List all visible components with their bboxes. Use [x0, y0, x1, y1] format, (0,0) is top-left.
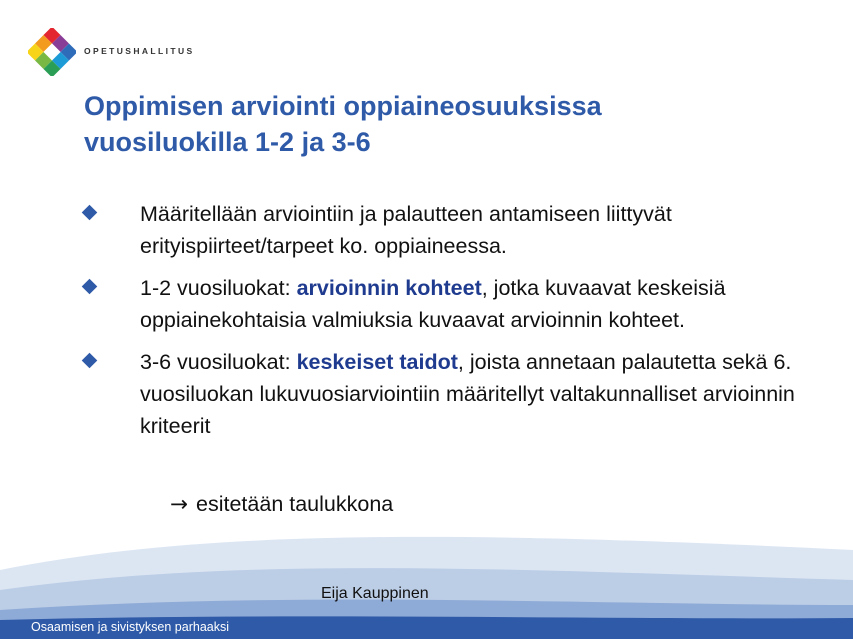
bullet-emphasis: keskeiset taidot [296, 350, 458, 374]
bullet-emphasis: arvioinnin kohteet [296, 276, 482, 300]
diamond-bullet-icon [82, 205, 98, 221]
bullet-item-2 [82, 272, 802, 336]
subpoint-text: esitetään taulukkona [196, 492, 394, 516]
slide-title-line1: Oppimisen arviointi oppiaineosuuksissa [84, 91, 602, 121]
bullet-text-post: , joista annetaan palautetta sekä 6. vuosiluokan lukuvuosiarviointiin määritellyt valtakunnalliset arvioinnin kriteerit [140, 350, 795, 438]
footer-slogan: Osaamisen ja sivistyksen parhaaksi [31, 620, 229, 634]
brand-name: OPETUSHALLITUS [84, 46, 195, 56]
bullet-list [82, 198, 802, 452]
opetushallitus-logo [28, 28, 76, 76]
diamond-bullet-icon [82, 279, 98, 295]
author-name: Eija Kauppinen [321, 585, 429, 602]
bullet-text-pre: 1-2 vuosiluokat: [140, 276, 297, 300]
bullet-text-pre: 3-6 vuosiluokat: [140, 350, 297, 374]
diamond-bullet-icon [82, 353, 98, 369]
slide-title-line2: vuosiluokilla 1-2 ja 3-6 [84, 127, 371, 157]
bullet-text: Määritellään arviointiin ja palautteen antamiseen liittyvät erityispiirteet/tarpeet ko. oppiaineessa. [140, 202, 672, 258]
bullet-text-post: , jotka kuvaavat keskeisiä oppiainekohtaisia valmiuksia kuvaavat arvioinnin kohteet. [140, 276, 726, 332]
right-arrow-icon: → [170, 492, 189, 517]
slide-title [84, 88, 804, 160]
bullet-item-3 [82, 346, 802, 442]
bullet-item-1 [82, 198, 802, 262]
